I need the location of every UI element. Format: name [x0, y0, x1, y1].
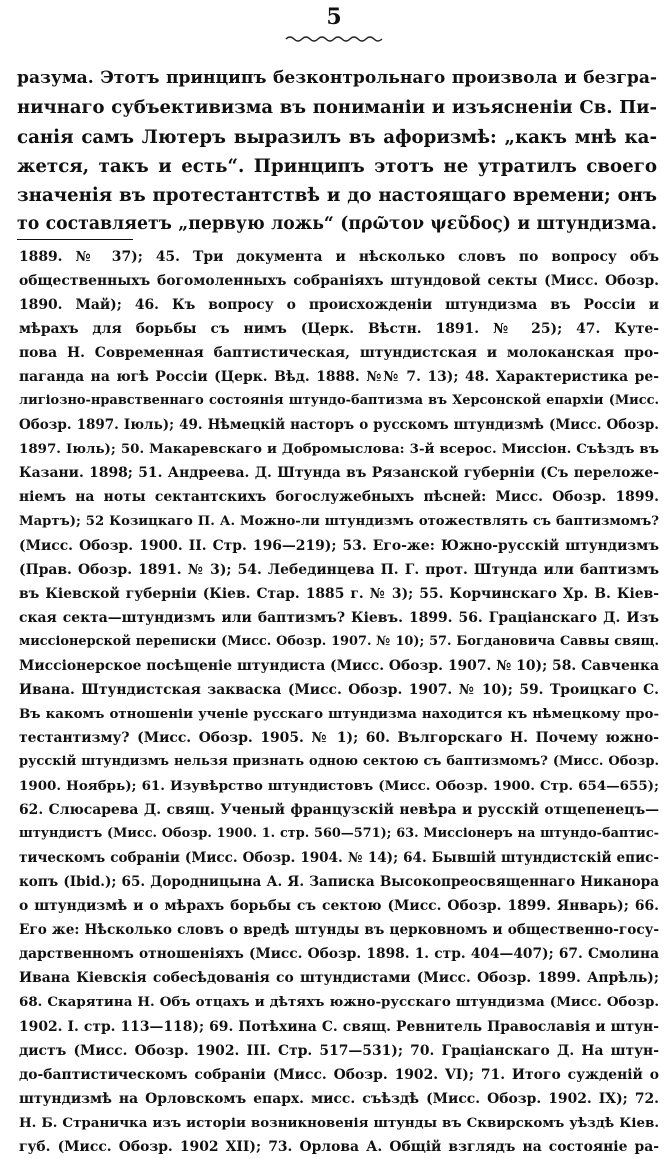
- main-text-line: санія самъ Лютеръ выразилъ въ афоризмѣ: „какъ мнѣ ка-: [17, 126, 657, 148]
- footnote-line: Въ какомъ отношеніи ученіе русскаго штундизма находится къ нѣмецкому про-: [19, 705, 659, 722]
- footnote-line: (Прав. Обозр. 1891. № 3); 54. Лебединцева П. Г. прот. Штунда или баптизмъ: [19, 561, 659, 578]
- main-text-line: жется, такъ и есть“. Принципъ этотъ не утратилъ своего: [17, 155, 657, 177]
- main-text-line: ничнаго субъективизма въ пониманіи и изъясненіи Св. Пи-: [17, 97, 657, 119]
- footnote-line: 1902. І. стр. 113—118); 69. Потѣхина С. свящ. Ревнитель Православія и штун-: [19, 1018, 659, 1035]
- footnote-line: 68. Скарятина Н. Объ отцахъ и дѣтяхъ южно-русскаго штундизма (Мисс. Обозр.: [19, 994, 659, 1011]
- footnote-line: миссіонерской переписки (Мисс. Обозр. 1907. № 10); 57. Богдановича Саввы свящ.: [19, 633, 659, 649]
- footnote-line: 62. Слюсарева Д. свящ. Ученый французскій невѣра и русскій отщепенецъ—: [19, 802, 659, 819]
- footnote-line: дистъ (Мисс. Обозр. 1902. III. Стр. 517—531); 70. Граціанскаго Д. На штун-: [19, 1042, 659, 1059]
- footnote-line: о штундизмѣ и о мѣрахъ борьбы съ сектою (Мисс. Обозр. 1899. Январь); 66.: [19, 898, 659, 915]
- footnote-line: въ Кіевской губерніи (Кіев. Стар. 1885 г. № 3); 55. Корчинскаго Хр. В. Кіев-: [19, 585, 659, 602]
- footnote-line: штундизмѣ на Орловскомъ епарх. мисс. съѣздѣ (Мисс. Обозр. 1902. IX); 72.: [19, 1090, 659, 1107]
- footnote-line: Казани. 1898; 51. Андреева. Д. Штунда въ Рязанской губерніи (Съ переложе-: [19, 465, 659, 482]
- footnote-line: русскій штундизмъ нельзя признать одною сектою съ баптизмомъ? (Мисс. Обозр.: [19, 753, 659, 769]
- footnote-line: 1890. Май); 46. Къ вопросу о происхожденіи штундизма въ Россіи и: [19, 297, 659, 314]
- footnotes-block: [19, 245, 659, 1159]
- footnote-line: (Мисс. Обозр. 1900. II. Стр. 196—219); 53. Его-же: Южно-русскій штундизмъ: [19, 537, 659, 554]
- footnote-line: пова Н. Современная баптистическая, штундистская и молоканская про-: [19, 345, 659, 362]
- footnote-line: Миссіонерское посѣщеніе штундиста (Мисс. Обозр. 1907. № 10); 58. Савченка: [19, 657, 659, 674]
- footnote-line: губ. (Мисс. Обозр. 1902 XII); 73. Орлова А. Общій взглядъ на состояніе ра-: [19, 1138, 659, 1155]
- footnote-line: Ивана. Штундистская закваска (Мисс. Обозр. 1907. № 10); 59. Троицкаго С.: [19, 681, 659, 698]
- footnote-line: тическомъ собраніи (Мисс. Обозр. 1904. № 14); 64. Бывшій штундистскій епис-: [19, 850, 659, 867]
- footnote-line: Н. Б. Страничка изъ исторіи возникновенія штунды въ Сквирскомъ уѣздѣ Кіев.: [19, 1114, 659, 1131]
- footnote-line: Его же: Нѣсколько словъ о вредѣ штунды въ церковномъ и общественно-госу-: [19, 922, 659, 939]
- footnote-line: Мартъ); 52 Козицкаго П. А. Можно-ли штундизмъ отожествлять съ баптизмомъ?: [19, 513, 659, 529]
- footnote-line: до-баптистическомъ собраніи (Мисс. Обозр. 1902. VI); 71. Итого сужденій о: [19, 1066, 659, 1083]
- main-paragraph: [17, 64, 657, 240]
- footnote-line: 1889. № 37); 45. Три документа и нѣсколько словъ по вопросу объ: [19, 249, 659, 265]
- footnote-line: общественныхъ богомоленныхъ собраніяхъ штундовой секты (Мисс. Обозр.: [19, 273, 659, 290]
- footnote-line: Ивана Кіевскія собесѣдованія со штундистами (Мисс. Обозр. 1899. Апрѣль);: [19, 970, 659, 987]
- footnote-line: копъ (Ibid.); 65. Дородницына А. Я. Записка Высокопреосвященнаго Никанора: [19, 874, 659, 891]
- footnote-line: лигіозно-нравственнаго состоянія штундо-баптизма въ Херсонской епархіи (Мисс.: [19, 393, 659, 409]
- footnote-divider: [17, 239, 133, 240]
- page-number: 5: [326, 4, 342, 30]
- footnote-line: 1897. Іюль); 50. Макаревскаго и Добромыслова: 3-й всерос. Миссіон. Съѣздъ въ: [19, 441, 659, 458]
- footnote-line: ская секта—штундизмъ или баптизмъ? Кіевъ. 1899. 56. Граціанскаго Д. Изъ: [19, 609, 659, 626]
- main-text-line: разума. Этотъ принципъ безконтрольнаго произвола и безгра-: [17, 68, 657, 88]
- footnote-line: 1900. Ноябрь); 61. Изувѣрство штундистовъ (Мисс. Обозр. 1900. Стр. 654—655);: [19, 778, 659, 795]
- footnote-line: тестантизму? (Мисс. Обозр. 1905. № 1); 60. Вългорскаго Н. Почему южно-: [19, 729, 659, 746]
- main-text-line: значенія въ протестантствѣ и до настоящаго времени; онъ: [17, 185, 657, 207]
- footnote-line: дарственномъ отношеніяхъ (Мисс. Обозр. 1898. 1. стр. 404—407); 67. Смолина: [19, 946, 659, 963]
- wavy-ornament: [284, 34, 384, 44]
- footnote-line: мѣрахъ для борьбы съ нимъ (Церк. Вѣстн. 1891. № 25); 47. Кутe-: [19, 321, 659, 338]
- footnote-line: штундистъ (Мисс. Обозр. 1900. 1. стр. 560—571); 63. Миссіонеръ на штундо-баптис-: [19, 826, 659, 842]
- footnote-line: паганда на югѣ Россіи (Церк. Вѣд. 1888. №№ 7. 13); 48. Характеристика ре-: [19, 369, 659, 386]
- footnote-line: ніемъ на ноты сектантскихъ богослужебныхъ пѣсней: Мисс. Обозр. 1899.: [19, 489, 659, 506]
- main-text-line: то составляетъ „первую ложь“ (πρῶτον ψεῦδος) и штундизма.: [17, 214, 657, 235]
- footnote-line: Обозр. 1897. Іюль); 49. Нѣмецкій насторъ о русскомъ штундизмѣ (Мисс. Обозр.: [19, 417, 659, 434]
